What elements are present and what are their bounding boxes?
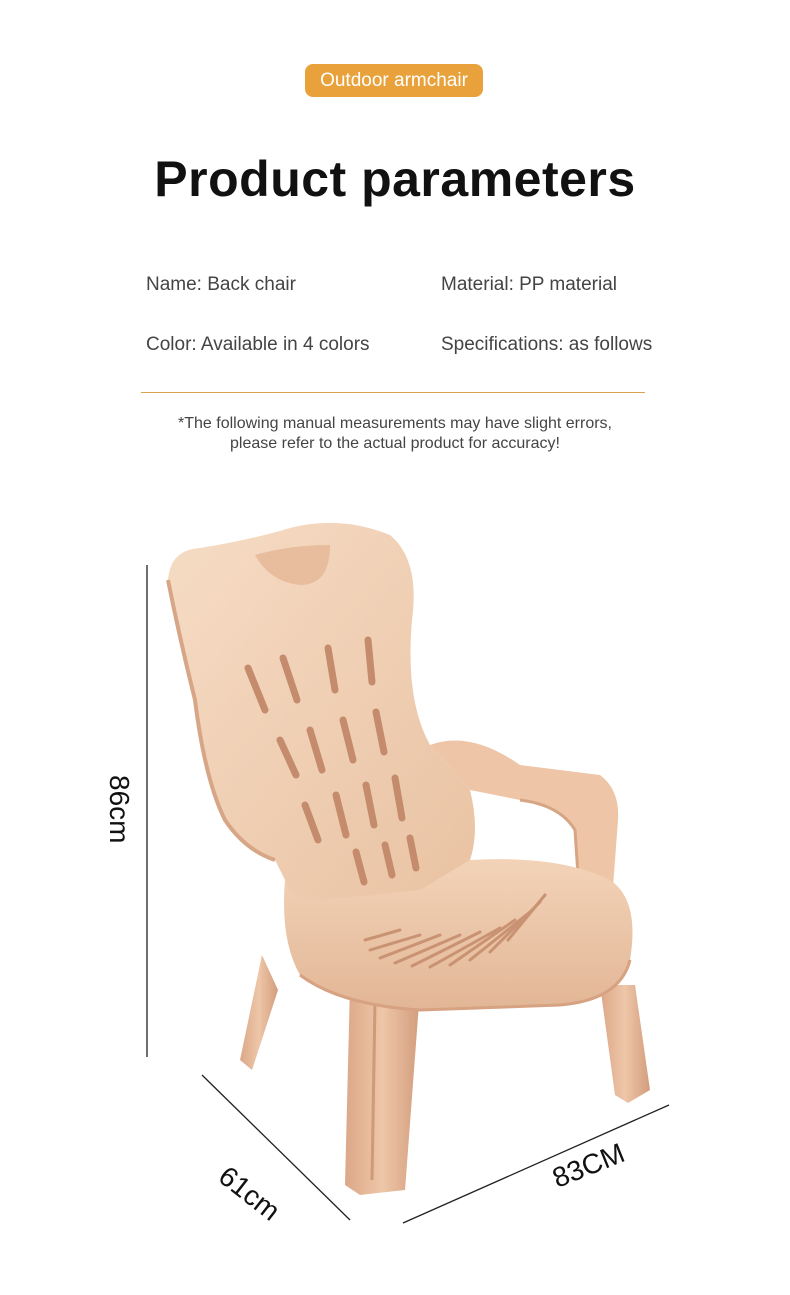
param-color: Color: Available in 4 colors — [146, 334, 370, 355]
note-line-1: *The following manual measurements may have slight errors, — [178, 415, 612, 432]
chair-illustration — [168, 523, 650, 1195]
param-material: Material: PP material — [441, 274, 617, 295]
param-specifications: Specifications: as follows — [441, 334, 653, 355]
height-dimension-label: 86cm — [104, 775, 135, 844]
param-name: Name: Back chair — [146, 274, 296, 295]
depth-dimension-label: 61cm — [212, 1160, 286, 1227]
note-line-2: please refer to the actual product for accuracy! — [230, 435, 560, 452]
page-title: Product parameters — [154, 151, 636, 207]
category-badge: Outdoor armchair — [305, 64, 483, 97]
width-dimension-line — [403, 1105, 669, 1223]
width-dimension-label: 83CM — [548, 1137, 629, 1194]
